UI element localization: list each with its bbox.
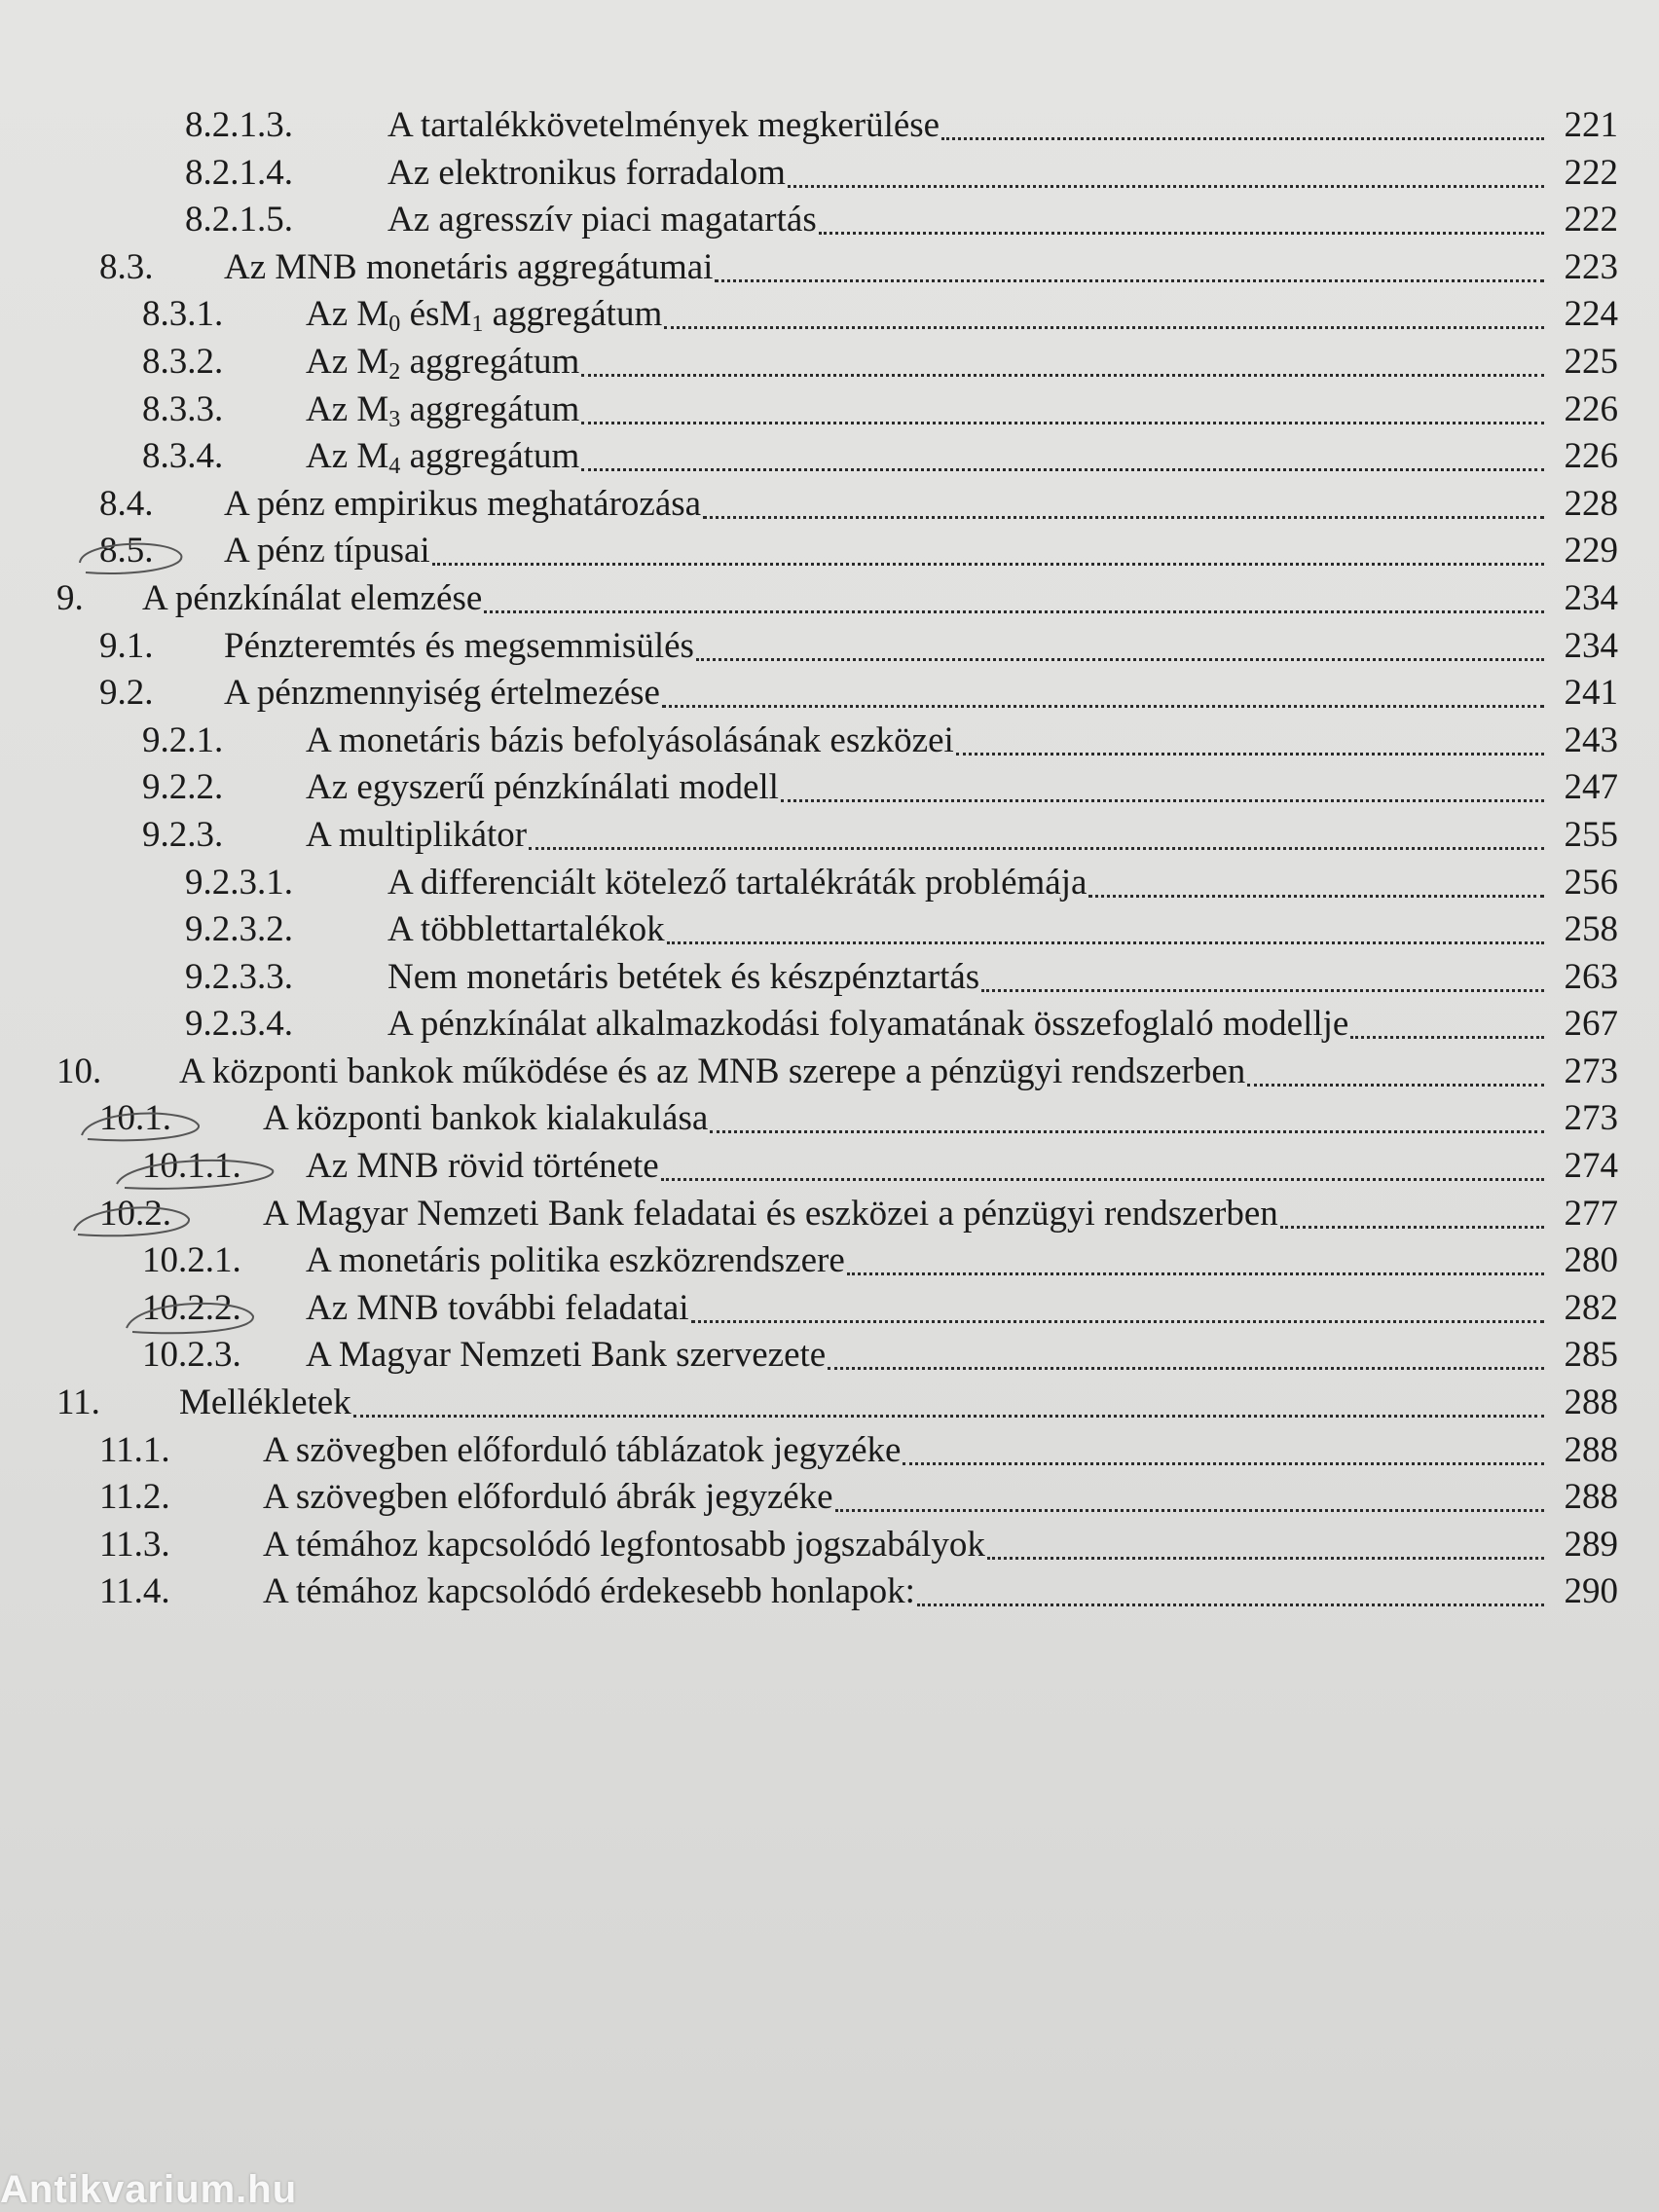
subscript: 0 — [388, 312, 401, 338]
toc-entry-page-number: 222 — [1564, 200, 1618, 240]
toc-entry-page-number: 288 — [1564, 1477, 1618, 1518]
toc-entry-page-number: 273 — [1564, 1098, 1618, 1139]
toc-entry-page-number: 228 — [1564, 483, 1618, 524]
toc-entry-number: 11.1. — [99, 1429, 170, 1470]
dot-leader — [956, 719, 1544, 756]
toc-entry-title: Pénzteremtés és megsemmisülés — [224, 625, 694, 666]
toc-entry-number: 8.2.1.5. — [185, 200, 293, 240]
dot-leader — [432, 530, 1544, 566]
toc-entry-number: 8.3. — [99, 246, 154, 287]
toc-entry[interactable] — [0, 1001, 1659, 1049]
toc-entry[interactable] — [0, 1191, 1659, 1238]
toc-entry-page-number: 274 — [1564, 1146, 1618, 1187]
dot-leader — [484, 577, 1544, 613]
toc-entry[interactable] — [0, 291, 1659, 339]
toc-entry-number: 8.4. — [99, 483, 154, 524]
toc-entry-page-number: 223 — [1564, 246, 1618, 287]
toc-entry-title: A témához kapcsolódó legfontosabb jogszabályok — [263, 1524, 985, 1565]
toc-entry-number: 8.3.2. — [142, 341, 224, 382]
toc-entry[interactable] — [0, 150, 1659, 198]
toc-entry-number: 8.2.1.4. — [185, 152, 293, 193]
toc-entry-number: 10.2.3. — [142, 1335, 241, 1376]
toc-entry-title: A pénzmennyiség értelmezése — [224, 673, 660, 714]
toc-entry-page-number: 258 — [1564, 909, 1618, 950]
toc-entry-page-number: 277 — [1564, 1193, 1618, 1234]
table-of-contents — [0, 102, 1659, 1616]
toc-entry-title: Az MNB monetáris aggregátumai — [224, 246, 714, 287]
toc-entry-number: 8.3.1. — [142, 294, 224, 335]
toc-entry-page-number: 255 — [1564, 814, 1618, 855]
dot-leader — [835, 1476, 1544, 1512]
toc-entry-page-number: 224 — [1564, 294, 1618, 335]
title-part: Az M — [306, 294, 389, 335]
dot-leader — [941, 104, 1544, 140]
toc-entry-number: 9.2. — [99, 673, 154, 714]
toc-entry-page-number: 289 — [1564, 1524, 1618, 1565]
toc-entry[interactable] — [0, 433, 1659, 481]
dot-leader — [662, 672, 1544, 708]
toc-entry-title: A pénzkínálat elemzése — [142, 577, 483, 618]
toc-entry[interactable] — [0, 244, 1659, 292]
subscript: 2 — [388, 358, 401, 385]
toc-entry[interactable] — [0, 1143, 1659, 1191]
toc-entry-number: 9.2.3.1. — [185, 862, 293, 903]
title-part: aggregátum — [400, 436, 580, 477]
toc-entry-number: 9.1. — [99, 625, 154, 666]
dot-leader — [581, 388, 1544, 424]
toc-entry-number: 11. — [56, 1382, 100, 1423]
dot-leader — [353, 1382, 1544, 1418]
toc-entry-page-number: 226 — [1564, 388, 1618, 429]
title-part: Az M — [306, 436, 389, 477]
toc-entry-number: 8.3.4. — [142, 436, 224, 477]
toc-entry-title: Nem monetáris betétek és készpénztartás — [387, 956, 980, 997]
toc-entry-title: A pénz empirikus meghatározása — [224, 483, 702, 524]
dot-leader — [715, 246, 1544, 282]
toc-entry-page-number: 288 — [1564, 1382, 1618, 1423]
dot-leader — [661, 1145, 1544, 1181]
dot-leader — [819, 199, 1544, 235]
toc-entry-page-number: 234 — [1564, 577, 1618, 618]
toc-entry-page-number: 225 — [1564, 341, 1618, 382]
toc-entry-number: 10.1. — [99, 1098, 171, 1139]
toc-entry[interactable] — [0, 1237, 1659, 1285]
dot-leader — [581, 435, 1544, 471]
toc-entry-title: A pénzkínálat alkalmazkodási folyamatának összefoglaló modellje — [387, 1004, 1349, 1045]
toc-entry[interactable] — [0, 718, 1659, 765]
toc-entry[interactable] — [0, 481, 1659, 529]
toc-entry-page-number: 221 — [1564, 105, 1618, 145]
toc-entry[interactable] — [0, 1568, 1659, 1616]
title-part: aggregátum — [483, 294, 663, 335]
toc-entry-page-number: 229 — [1564, 531, 1618, 571]
toc-entry-number: 9.2.3.4. — [185, 1004, 293, 1045]
title-part: Az M — [306, 341, 389, 382]
dot-leader — [828, 1334, 1544, 1370]
toc-entry-number: 11.4. — [99, 1571, 170, 1612]
dot-leader — [667, 908, 1544, 944]
toc-entry-number: 8.3.3. — [142, 388, 224, 429]
toc-entry[interactable] — [0, 102, 1659, 150]
toc-entry-page-number: 280 — [1564, 1240, 1618, 1281]
dot-leader — [1350, 1003, 1544, 1039]
watermark-logo: Antikvarium.hu — [0, 2168, 298, 2211]
toc-entry-page-number: 282 — [1564, 1287, 1618, 1328]
toc-entry[interactable] — [0, 1095, 1659, 1143]
title-part: ésM — [400, 294, 472, 335]
toc-entry[interactable] — [0, 1049, 1659, 1096]
toc-entry-page-number: 222 — [1564, 152, 1618, 193]
dot-leader — [696, 625, 1544, 661]
toc-entry[interactable] — [0, 1427, 1659, 1475]
toc-entry[interactable] — [0, 670, 1659, 718]
dot-leader — [1280, 1193, 1544, 1229]
dot-leader — [691, 1287, 1544, 1323]
toc-entry-title: A központi bankok kialakulása — [263, 1098, 709, 1139]
toc-entry-title: A szövegben előforduló ábrák jegyzéke — [263, 1477, 833, 1518]
toc-entry-title: Az elektronikus forradalom — [387, 152, 786, 193]
toc-entry-number: 10.2.2. — [142, 1287, 241, 1328]
toc-entry[interactable] — [0, 860, 1659, 907]
toc-entry-number: 9.2.3.3. — [185, 956, 293, 997]
subscript: 3 — [388, 406, 401, 432]
toc-entry-number: 9.2.2. — [142, 767, 224, 808]
toc-entry-page-number: 263 — [1564, 956, 1618, 997]
toc-entry-title: A multiplikátor — [306, 814, 528, 855]
dot-leader — [529, 814, 1544, 850]
toc-entry-title: A differenciált kötelező tartalékráták problémája — [387, 862, 1088, 903]
title-part: Az M — [306, 388, 389, 429]
toc-entry[interactable] — [0, 528, 1659, 575]
toc-entry[interactable] — [0, 575, 1659, 623]
toc-entry[interactable] — [0, 197, 1659, 244]
toc-entry-number: 11.2. — [99, 1477, 170, 1518]
toc-entry[interactable] — [0, 387, 1659, 434]
toc-entry-title: Az agresszív piaci magatartás — [387, 200, 817, 240]
dot-leader — [903, 1429, 1544, 1465]
toc-entry-number: 10. — [56, 1051, 102, 1091]
toc-entry[interactable] — [0, 1522, 1659, 1569]
dot-leader — [981, 956, 1544, 992]
toc-entry-number: 10.1.1. — [142, 1146, 241, 1187]
toc-entry[interactable] — [0, 1285, 1659, 1333]
dot-leader — [1088, 862, 1544, 898]
toc-entry-number: 11.3. — [99, 1524, 170, 1565]
dot-leader — [1247, 1051, 1544, 1087]
toc-entry[interactable] — [0, 812, 1659, 860]
dot-leader — [917, 1570, 1544, 1606]
dot-leader — [987, 1524, 1544, 1560]
dot-leader — [710, 1097, 1544, 1133]
toc-entry-title: A központi bankok működése és az MNB szerepe a pénzügyi rendszerben — [179, 1051, 1246, 1091]
toc-entry-title: A pénz típusai — [224, 531, 430, 571]
toc-entry-page-number: 226 — [1564, 436, 1618, 477]
toc-entry[interactable] — [0, 1380, 1659, 1427]
toc-entry-number: 9.2.1. — [142, 719, 224, 760]
subscript: 1 — [471, 312, 484, 338]
dot-leader — [664, 293, 1544, 329]
toc-entry-page-number: 288 — [1564, 1429, 1618, 1470]
toc-entry[interactable] — [0, 339, 1659, 387]
toc-entry-title: A monetáris politika eszközrendszere — [306, 1240, 845, 1281]
dot-leader — [781, 766, 1544, 802]
toc-entry-number: 9.2.3. — [142, 814, 224, 855]
toc-entry-title: A többlettartalékok — [387, 909, 665, 950]
toc-entry-number: 10.2. — [99, 1193, 171, 1234]
toc-entry-title: A szövegben előforduló táblázatok jegyzéke — [263, 1429, 902, 1470]
dot-leader — [847, 1239, 1544, 1275]
toc-entry-title: Az MNB további feladatai — [306, 1287, 689, 1328]
toc-entry-title: A témához kapcsolódó érdekesebb honlapok: — [263, 1571, 915, 1612]
toc-entry-title: A tartalékkövetelmények megkerülése — [387, 105, 940, 145]
toc-entry[interactable] — [0, 623, 1659, 671]
toc-entry[interactable] — [0, 1474, 1659, 1522]
toc-entry-number: 9.2.3.2. — [185, 909, 293, 950]
toc-entry-page-number: 247 — [1564, 767, 1618, 808]
toc-entry-page-number: 273 — [1564, 1051, 1618, 1091]
toc-entry-page-number: 285 — [1564, 1335, 1618, 1376]
toc-entry-title: Az MNB rövid története — [306, 1146, 659, 1187]
toc-entry[interactable] — [0, 954, 1659, 1002]
dot-leader — [581, 341, 1544, 377]
toc-entry-title: Az egyszerű pénzkínálati modell — [306, 767, 779, 808]
toc-entry-page-number: 290 — [1564, 1571, 1618, 1612]
subscript: 4 — [388, 454, 401, 480]
toc-entry-number: 8.2.1.3. — [185, 105, 293, 145]
toc-entry-title: A Magyar Nemzeti Bank szervezete — [306, 1335, 827, 1376]
toc-entry-title: Mellékletek — [179, 1382, 351, 1423]
dot-leader — [788, 152, 1544, 188]
title-part: aggregátum — [400, 388, 580, 429]
toc-entry[interactable] — [0, 1332, 1659, 1380]
toc-entry-title: A monetáris bázis befolyásolásának eszközei — [306, 719, 954, 760]
toc-entry-page-number: 243 — [1564, 719, 1618, 760]
toc-entry-page-number: 267 — [1564, 1004, 1618, 1045]
toc-entry-page-number: 241 — [1564, 673, 1618, 714]
toc-entry-page-number: 234 — [1564, 625, 1618, 666]
toc-entry-number: 10.2.1. — [142, 1240, 241, 1281]
toc-entry[interactable] — [0, 906, 1659, 954]
dot-leader — [703, 483, 1544, 519]
toc-entry-number: 8.5. — [99, 531, 154, 571]
toc-entry[interactable] — [0, 764, 1659, 812]
toc-entry-number: 9. — [56, 577, 84, 618]
toc-entry-page-number: 256 — [1564, 862, 1618, 903]
toc-entry-title: A Magyar Nemzeti Bank feladatai és eszközei a pénzügyi rendszerben — [263, 1193, 1278, 1234]
title-part: aggregátum — [400, 341, 580, 382]
